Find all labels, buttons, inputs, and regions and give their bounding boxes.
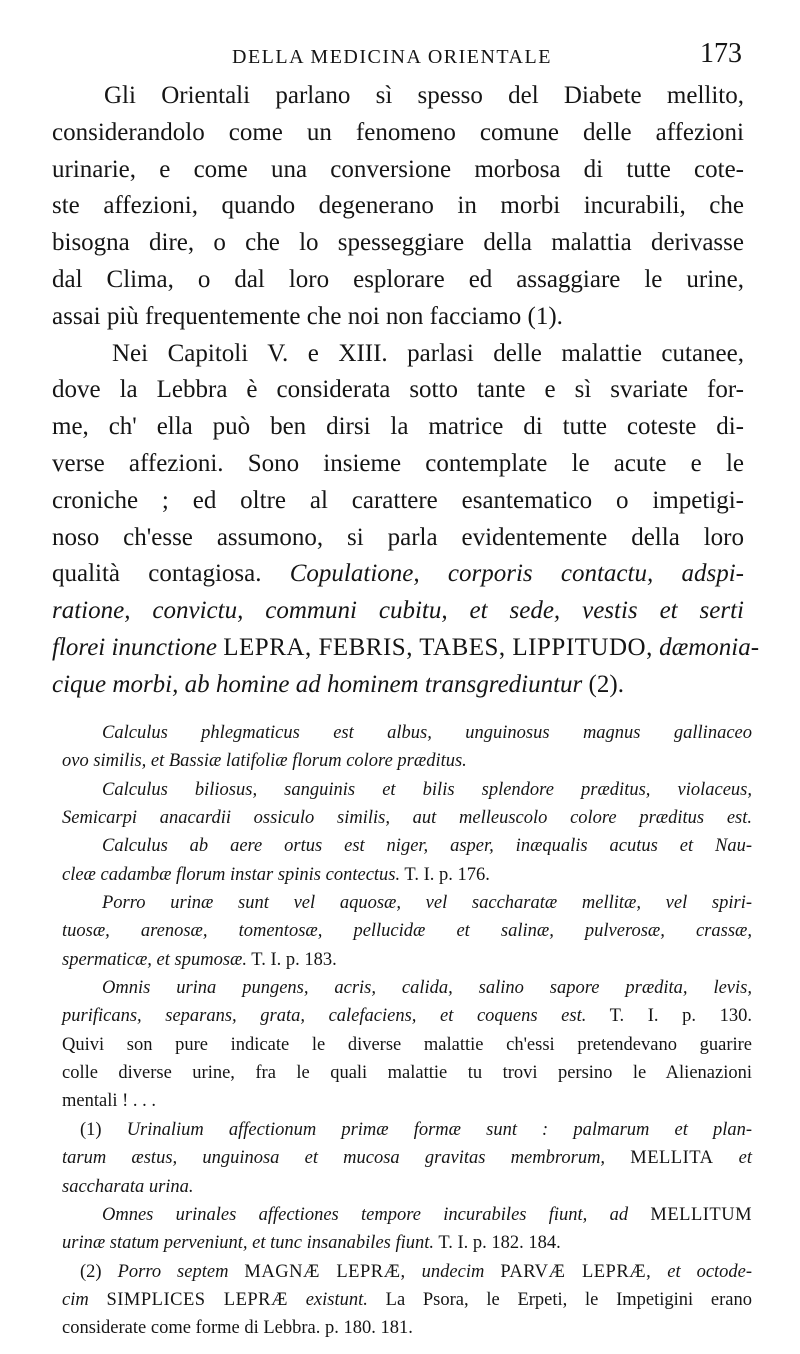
note-run: tarum æstus, unguinosa et mucosa gravitas membrorum,: [62, 1148, 606, 1169]
note-line: [62, 861, 752, 889]
running-title: DELLA MEDICINA ORIENTALE: [232, 46, 552, 68]
note-line: considerate come forme di Lebbra. p. 180. 181.: [62, 1318, 413, 1339]
text-line: considerandolo come un fenomeno comune delle affezioni: [52, 118, 744, 146]
text-line: Nei Capitoli V. e XIII. parlasi delle malattie cutanee,: [112, 339, 744, 367]
main-text: [52, 78, 760, 704]
note-line: Calculus phlegmaticus est albus, unguinosus magnus gallinaceo: [102, 723, 752, 743]
note-run: undecim: [421, 1261, 485, 1282]
text-line: [52, 667, 744, 704]
text-line: ste affezioni, quando degenerano in morbi incurabili, che: [52, 192, 744, 220]
note-line: Omnis urina pungens, acris, calida, salino sapore prædita, levis,: [102, 978, 752, 999]
note-run: Porro septem: [117, 1261, 229, 1282]
text-line: ratione, convictu, communi cubitu, et sede, vestis et serti: [52, 597, 744, 625]
text-line: dove la Lebbra è considerata sotto tante e sì svariate for-: [52, 376, 744, 404]
note-run: Omnes urinales affectiones tempore incurabiles fiunt, ad: [102, 1204, 629, 1225]
note-run: et: [738, 1148, 752, 1169]
note-run: cleæ cadambæ florum instar spinis contectus.: [62, 864, 401, 885]
latin-quote: florei inunctione: [52, 633, 218, 661]
running-head: [50, 38, 744, 78]
note-line: ovo similis, et Bassiæ latifoliæ florum colore præditus.: [62, 751, 467, 772]
note-reference: T. I. p. 182. 184.: [438, 1233, 561, 1254]
text-line: me, ch' ella può ben dirsi la matrice di tutte coteste di-: [52, 413, 744, 441]
note-run: cim: [62, 1289, 89, 1310]
note-caps: MELLITUM: [650, 1204, 753, 1225]
note-run: spermaticæ, et spumosæ.: [62, 949, 247, 970]
note-line: Porro urinæ sunt vel aquosæ, vel saccharatæ mellitæ, vel spiri-: [102, 893, 752, 914]
note-line: [62, 1229, 752, 1257]
note-reference: T. I. p. 130.: [609, 1006, 752, 1027]
note-reference: T. I. p. 183.: [251, 949, 337, 970]
disease-list: LEPRA, FEBRIS, TABES, LIPPITUDO,: [223, 633, 653, 661]
text-run: qualità contagiosa.: [52, 560, 262, 588]
note-caps: MELLITA: [630, 1148, 714, 1169]
note-line: Calculus biliosus, sanguinis et bilis splendore præditus, violaceus,: [102, 779, 752, 800]
text-line: dal Clima, o dal loro esplorare ed assaggiare le urine,: [52, 265, 744, 293]
footnotes: [62, 719, 752, 1343]
text-line: assai più frequentemente che noi non facciamo (1).: [52, 302, 563, 330]
note-line: Calculus ab aere ortus est niger, asper, inæqualis acutus et Nau-: [102, 836, 752, 857]
footnote-marker: (1): [80, 1119, 102, 1140]
note-line: [62, 1144, 752, 1172]
note-line: [62, 1002, 752, 1030]
note-caps: MAGNÆ LEPRÆ,: [244, 1261, 406, 1282]
text-line: croniche ; ed oltre al carattere esantematico o impetigi-: [52, 486, 744, 514]
note-run: La Psora, le Erpeti, le Impetigini erano: [385, 1289, 753, 1310]
note-line: colle diverse urine, fra le quali malattie tu trovi persino le Alienazioni: [62, 1063, 752, 1084]
note-reference: T. I. p. 176.: [404, 864, 490, 885]
note-run: purificans, separans, grata, calefaciens, et coquens est.: [62, 1006, 587, 1027]
text-line: verse affezioni. Sono insieme contemplate le acute e le: [52, 449, 744, 477]
note-line: [62, 1201, 752, 1229]
note-run: et octode-: [667, 1261, 753, 1282]
note-run: existunt.: [305, 1289, 368, 1310]
text-line: Gli Orientali parlano sì spesso del Diabete mellito,: [104, 82, 744, 109]
text-line: noso ch'esse assumono, si parla evidentemente della loro: [52, 523, 744, 551]
note-line: tuosæ, arenosæ, tomentosæ, pellucidæ et salinæ, pulverosæ, crassæ,: [62, 921, 752, 942]
text-line: [52, 556, 744, 593]
footnote-marker: (2): [80, 1261, 102, 1282]
note-line: mentali ! . . .: [62, 1091, 157, 1112]
latin-quote: cique morbi, ab homine ad hominem transgrediuntur: [52, 670, 583, 698]
note-run: Urinalium affectionum primæ formæ sunt : palmarum et plan-: [126, 1119, 752, 1140]
text-line: [52, 630, 760, 667]
text-line: urinarie, e come una conversione morbosa di tutte cote-: [52, 155, 744, 183]
footnote-1: [62, 1116, 752, 1144]
note-run: urinæ statum perveniunt, et tunc insanabiles fiunt.: [62, 1233, 435, 1254]
footnote-2: [62, 1258, 752, 1286]
note-caps: PARVÆ LEPRÆ,: [500, 1261, 652, 1282]
note-caps: SIMPLICES LEPRÆ: [106, 1289, 288, 1310]
note-line: saccharata urina.: [62, 1176, 194, 1197]
note-line: [62, 1286, 752, 1314]
latin-quote: dæmonia-: [659, 633, 760, 661]
text-line: bisogna dire, o che lo spesseggiare della malattia derivasse: [52, 229, 744, 257]
latin-quote: Copulatione, corporis contactu, adspi-: [289, 560, 744, 588]
footnote-ref: (2).: [588, 670, 624, 698]
page-number: 173: [700, 38, 742, 69]
note-line: Quivi son pure indicate le diverse malattie ch'essi pretendevano guarire: [62, 1034, 752, 1055]
note-line: Semicarpi anacardii ossiculo similis, aut melleuscolo colore præditus est.: [62, 808, 752, 829]
note-line: [62, 946, 752, 974]
